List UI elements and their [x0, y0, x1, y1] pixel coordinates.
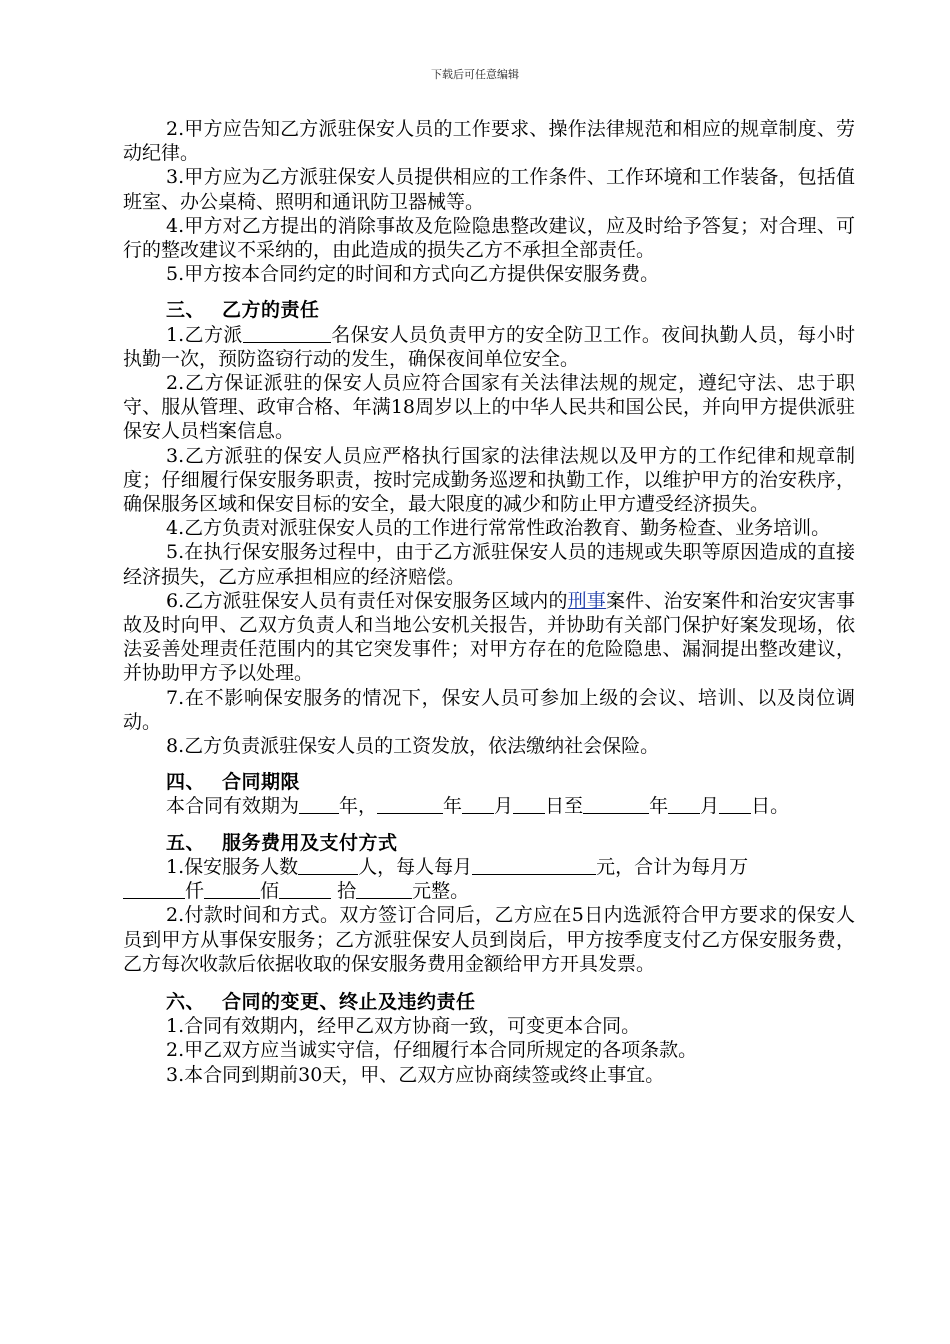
clause-3-8: 8.乙方负责派驻保安人员的工资发放，依法缴纳社会保险。: [166, 735, 660, 758]
amount-shi-label: 拾: [337, 880, 357, 903]
contract-term-line: [123, 794, 855, 818]
clause-5-1-text-b: 人，每人每月: [358, 855, 473, 878]
section-5-title: 服务费用及支付方式: [222, 831, 398, 854]
bai-blank[interactable]: [279, 880, 331, 899]
shi-blank[interactable]: [356, 880, 412, 899]
start-month-blank[interactable]: [462, 795, 494, 814]
term-text-5: 日至: [545, 795, 584, 818]
end-year-blank[interactable]: [583, 795, 649, 814]
term-years-blank[interactable]: [299, 795, 339, 814]
section-4-heading: [123, 770, 855, 794]
clause-6-2: 2.甲乙双方应当诚实守信，仔细履行本合同所规定的各项条款。: [166, 1039, 698, 1062]
start-day-blank[interactable]: [513, 795, 545, 814]
clause-2-2: 2.甲方应告知乙方派驻保安人员的工作要求、操作法律规范和相应的规章制度、劳动纪律。: [123, 118, 855, 165]
section-3-heading: [123, 298, 855, 322]
term-text-7: 月: [700, 795, 720, 818]
clause-3-5: 5.在执行保安服务过程中，由于乙方派驻保安人员的违规或失职等原因造成的直接经济损失，乙方应承担相应的经济赔偿。: [123, 541, 855, 588]
clause-5-1-text-c: 元，合计为每月万: [596, 855, 749, 878]
staff-count-blank[interactable]: [298, 856, 358, 875]
amount-yuan-label: 元整。: [412, 880, 470, 903]
start-year-blank[interactable]: [377, 795, 443, 814]
page-header-note: 下载后可任意编辑: [431, 68, 519, 81]
clause-3-6-text-b: 案件、治安案件和治安灾害事故及时向甲、乙双方负责人和当地公安机关报告，并协助有关部门保护好案发现场，依法妥善处理责任范围内的其它突发事件；对甲方存在的危险隐患、漏洞提出整改建议，并协助甲方予以处理。: [123, 589, 855, 685]
term-text-8: 日。: [751, 795, 790, 818]
section-4-number: 四、: [166, 771, 206, 794]
end-month-blank[interactable]: [668, 795, 700, 814]
section-3-number: 三、: [166, 299, 206, 322]
clause-3-2: 2.乙方保证派驻的保安人员应符合国家有关法律法规的规定，遵纪守法、忠于职守、服从管理、政审合格、年满18周岁以上的中华人民共和国公民，并向甲方提供派驻保安人员档案信息。: [123, 372, 855, 443]
guard-count-blank[interactable]: [243, 324, 331, 343]
section-5-number: 五、: [166, 831, 206, 854]
monthly-fee-blank[interactable]: [472, 856, 596, 875]
term-text-2: 年，: [339, 795, 378, 818]
amount-bai-label: 佰: [260, 880, 280, 903]
clause-2-3: 3.甲方应为乙方派驻保安人员提供相应的工作条件、工作环境和工作装备，包括值班室、办公桌椅、照明和通讯防卫器械等。: [123, 166, 855, 213]
clause-3-7: 7.在不影响保安服务的情况下，保安人员可参加上级的会议、培训、以及岗位调动。: [123, 686, 855, 733]
clause-3-6: [123, 589, 855, 686]
clause-2-4: 4.甲方对乙方提出的消除事故及危险隐患整改建议，应及时给予答复；对合理、可行的整改建议不采纳的，由此造成的损失乙方不承担全部责任。: [123, 214, 855, 262]
clause-3-3: 3.乙方派驻的保安人员应严格执行国家的法律法规以及甲方的工作纪律和规章制度；仔细履行保安服务职责，按时完成勤务巡逻和执勤工作，以维护甲方的治安秩序，确保服务区域和保安目标的安全，最大限度的减少和防止甲方遭受经济损失。: [123, 444, 855, 516]
clause-6-3: 3.本合同到期前30天，甲、乙双方应协商续签或终止事宜。: [166, 1063, 665, 1086]
section-6-heading: [123, 990, 855, 1014]
section-5-heading: [123, 831, 855, 855]
clause-5-2: 2.付款时间和方式。双方签订合同后，乙方应在5日内选派符合甲方要求的保安人员到甲方从事保安服务；乙方派驻保安人员到岗后，甲方按季度支付乙方保安服务费，乙方每次收款后依据收取的保安服务费用金额给甲方开具发票。: [123, 904, 855, 975]
qian-blank[interactable]: [204, 880, 260, 899]
clause-6-1: 1.合同有效期内，经甲乙双方协商一致，可变更本合同。: [166, 1015, 641, 1038]
section-4-title: 合同期限: [222, 771, 301, 794]
clause-2-5: 5.甲方按本合同约定的时间和方式向乙方提供保安服务费。: [166, 263, 660, 286]
clause-3-6-text-a: 6.乙方派驻保安人员有责任对保安服务区域内的: [166, 589, 568, 612]
end-day-blank[interactable]: [719, 795, 751, 814]
wan-blank[interactable]: [123, 880, 185, 899]
section-6-number: 六、: [166, 990, 206, 1013]
amount-qian-label: 仟: [185, 880, 205, 903]
clause-3-4: 4.乙方负责对派驻保安人员的工作进行常常性政治教育、勤务检查、业务培训。: [166, 517, 831, 540]
clause-5-1-text-a: 1.保安服务人数: [166, 855, 299, 878]
clause-3-1: [123, 323, 855, 371]
term-text-6: 年: [649, 795, 669, 818]
clause-5-1: [123, 855, 855, 879]
section-6-title: 合同的变更、终止及违约责任: [222, 990, 476, 1013]
criminal-link[interactable]: 刑事: [567, 589, 606, 612]
clause-3-1-text-a: 1.乙方派: [166, 323, 243, 346]
amount-in-words-line: [123, 879, 855, 903]
clause-3-1-text-b: 名保安人员负责甲方的安全防卫工作。夜间执勤人员，每小时执勤一次，预防盗窃行动的发生，确保夜间单位安全。: [123, 323, 855, 370]
term-text-4: 月: [494, 795, 514, 818]
contract-body: [123, 117, 855, 1087]
term-text-1: 本合同有效期为: [166, 795, 300, 818]
term-text-3: 年: [443, 795, 463, 818]
section-3-title: 乙方的责任: [222, 299, 320, 322]
